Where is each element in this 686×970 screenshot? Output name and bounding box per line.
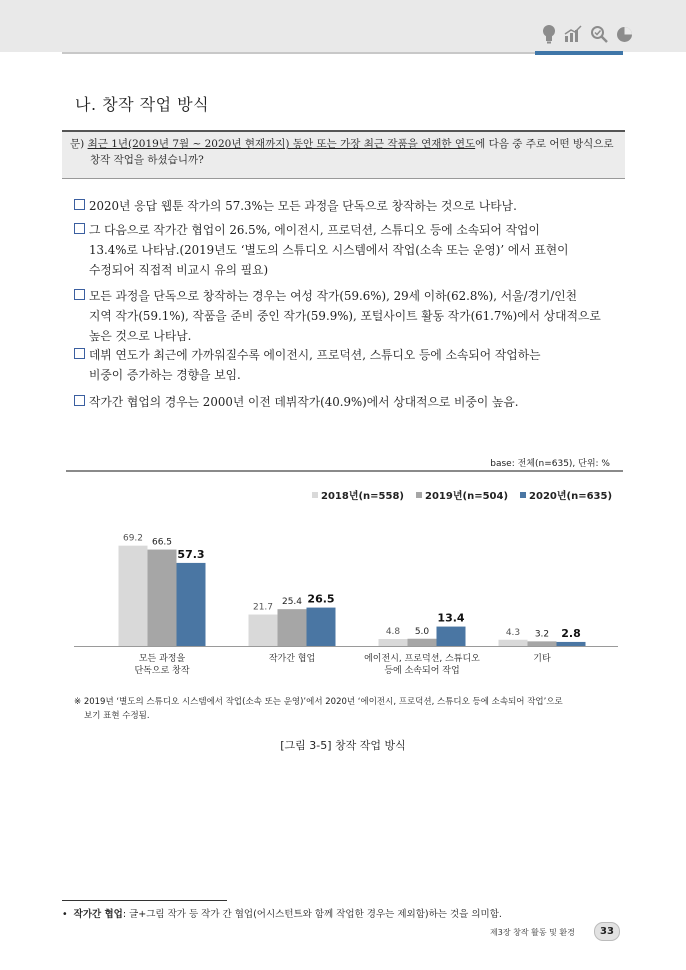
- bullet-item-1: 2020년 응답 웹툰 작가의 57.3%는 모든 과정을 단독으로 창작하는 것으로 나타남.: [74, 196, 622, 216]
- footnote: • 작가간 협업: 글+그림 작가 등 작가 간 협업(어시스턴트와 함께 작업한 경우는 제외함)하는 것을 의미함.: [62, 909, 502, 920]
- data-label: 26.5: [307, 592, 335, 606]
- figure-caption: [그림 3-5] 창작 작업 방식: [280, 739, 406, 752]
- checkbox-bullet-icon: [74, 348, 85, 359]
- legend-swatch: [312, 492, 318, 498]
- category-label: 모든 과정을: [138, 654, 186, 664]
- chart-note: ※ 2019년 ‘별도의 스튜디오 시스템에서 작업(소속 또는 운영)’에서 2020년 ‘에이전시, 프로덕션, 스튜디오 등에 소속되어 작업’으로 보기 표현 수정됨.: [74, 697, 563, 721]
- category-label: 등에 소속되어 작업: [384, 666, 460, 676]
- question-text: [70, 136, 618, 168]
- question-period: 최근 1년(2019년 7월 ~ 2020년 현재까지) 동안 또는 가장 최근 작품을 연재한 연도: [87, 138, 476, 150]
- checkbox-bullet-icon: [74, 289, 85, 300]
- bar: [249, 615, 278, 646]
- data-label: 5.0: [414, 626, 430, 637]
- bar: [437, 627, 466, 646]
- section-title: 나. 창작 작업 방식: [75, 95, 210, 114]
- category-label: 에이전시, 프로덕션, 스튜디오: [364, 654, 480, 664]
- legend-swatch: [520, 492, 526, 498]
- bar: [148, 550, 177, 646]
- page-number: 33: [594, 922, 620, 941]
- legend-item-2018: 2018년(n=558): [312, 487, 404, 502]
- bullet-item-3: 모든 과정을 단독으로 창작하는 경우는 여성 작가(59.6%), 29세 이하(62.8%), 서울/경기/인천 지역 작가(59.1%), 작품을 준비 중인 작가(59.9%), 포털사이트 활동 작가(61.7%)에서 상대적으로 높은 것으로 나타남.: [74, 286, 622, 346]
- bar: [499, 640, 528, 646]
- data-label: 57.3: [177, 547, 205, 561]
- category-label: 기타: [533, 654, 551, 664]
- bar: [528, 641, 557, 646]
- legend-item-2020: 2020년(n=635): [520, 487, 612, 502]
- lightbulb-icon: [542, 24, 556, 44]
- legend-swatch: [416, 492, 422, 498]
- header-icons: [542, 24, 633, 44]
- legend-item-2019: 2019년(n=504): [416, 487, 508, 502]
- bar-chart-icon: [564, 25, 582, 43]
- category-label: 단독으로 창작: [134, 666, 190, 676]
- data-label: 2.8: [561, 626, 581, 640]
- bar: [379, 639, 408, 646]
- bar: [177, 563, 206, 646]
- footnote-term: 작가간 협업: [73, 909, 123, 920]
- header-accent-rule: [535, 51, 623, 55]
- footnote-rule: [62, 900, 227, 901]
- checkbox-bullet-icon: [74, 223, 85, 234]
- data-label: 21.7: [252, 602, 274, 613]
- bullet-item-5: 작가간 협업의 경우는 2000년 이전 데뷔작가(40.9%)에서 상대적으로 비중이 높음.: [74, 392, 622, 412]
- bullet-item-4: 데뷔 연도가 최근에 가까워질수록 에이전시, 프로덕션, 스튜디오 등에 소속되어 작업하는 비중이 증가하는 경향을 보임.: [74, 345, 622, 385]
- checkbox-bullet-icon: [74, 395, 85, 406]
- bar: [408, 639, 437, 646]
- data-label: 69.2: [122, 533, 144, 544]
- bar: [307, 608, 336, 646]
- chart-top-rule: [66, 470, 623, 472]
- data-label: 3.2: [534, 629, 550, 640]
- header-rule: [62, 52, 535, 54]
- bar-chart: [66, 510, 623, 690]
- question-line-1: 문) 최근 1년(2019년 7월 ~ 2020년 현재까지) 동안 또는 가장 최근 작품을 연재한 연도에 다음 중 주로 어떤 방식으로: [70, 138, 614, 150]
- pie-chart-icon: [616, 26, 633, 43]
- chapter-label: 제3장 창작 활동 및 환경: [490, 928, 575, 937]
- bar: [278, 609, 307, 646]
- bullet-item-2: 그 다음으로 작가간 협업이 26.5%, 에이전시, 프로덕션, 스튜디오 등에 소속되어 작업이 13.4%로 나타남.(2019년도 ‘별도의 스튜디오 시스템에서 작업(소속 또는 운영)’ 에서 표현이 수정되어 직접적 비교시 유의 필요): [74, 220, 622, 280]
- checkbox-bullet-icon: [74, 199, 85, 210]
- bar: [557, 642, 586, 646]
- data-label: 13.4: [437, 611, 465, 625]
- data-label: 4.8: [385, 627, 401, 638]
- data-label: 66.5: [151, 537, 173, 548]
- data-label: 4.3: [505, 627, 521, 638]
- magnifier-check-icon: [590, 25, 608, 43]
- chart-base-note: base: 전체(n=635), 단위: %: [490, 459, 610, 469]
- data-label: 25.4: [281, 597, 303, 608]
- question-line-2: 창작 작업을 하셨습니까?: [90, 154, 204, 166]
- category-label: 작가간 협업: [268, 654, 316, 664]
- bar: [119, 546, 148, 646]
- chart-legend: [312, 487, 612, 502]
